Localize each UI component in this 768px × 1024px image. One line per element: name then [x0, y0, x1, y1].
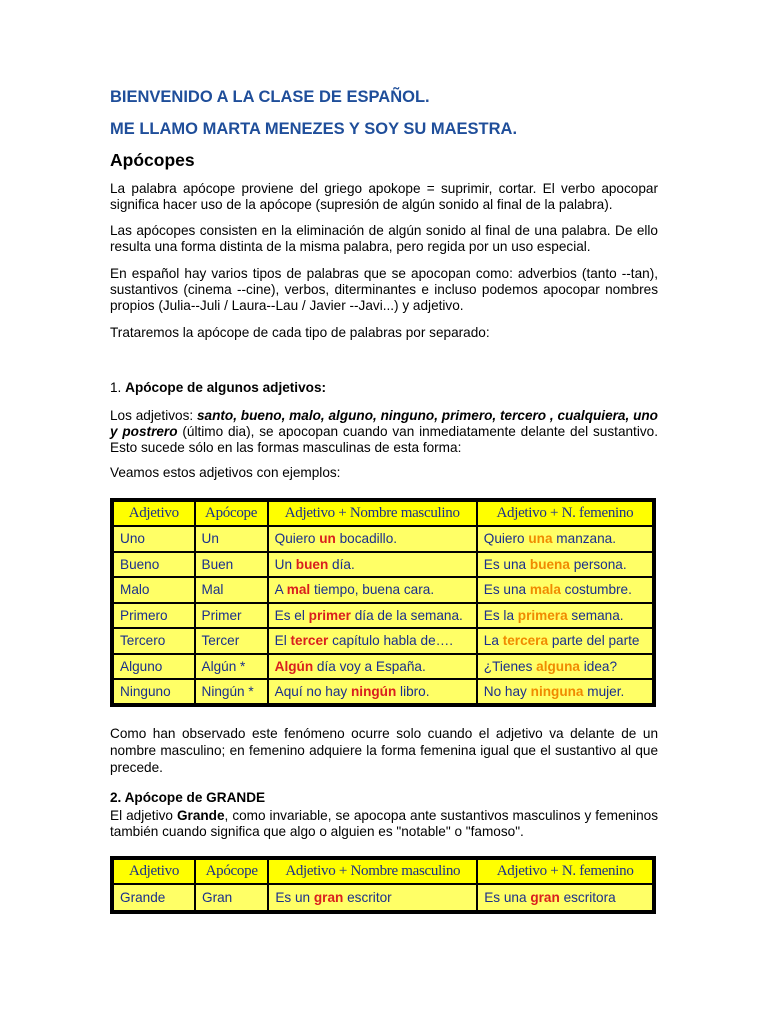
section2-title-text: 2. Apócope de GRANDE [110, 790, 266, 805]
cell-adjective [112, 654, 195, 680]
intro-after: (último dia), se apocopan cuando van inmediatamente delante del sustantivo. Esto sucede sólo en las formas masculinas de esta forma: [110, 424, 658, 455]
cell-masculine-example [268, 603, 477, 629]
example-prefix: Es una [484, 890, 531, 905]
cell-masculine-example [268, 526, 477, 552]
cell-adjective [112, 603, 195, 629]
feminine-highlight: primera [517, 607, 568, 623]
cell-feminine-example [477, 526, 654, 552]
feminine-highlight: tercera [502, 633, 549, 649]
adjective-list: santo, bueno, malo, alguno, ninguno, primero, tercero , cualquiera, uno y postrero [110, 408, 658, 439]
cell-apocope [195, 526, 268, 552]
paragraph-origin: La palabra apócope proviene del griego apokope = suprimir, cortar. El verbo apocopar significa hacer uso de la apócope (supresión de algún sonido al final de la palabra). [110, 181, 658, 212]
adjective-text: Tercero [120, 633, 166, 649]
cell-apocope [195, 654, 268, 680]
table-header-row [112, 858, 654, 884]
cell-masculine-example [268, 577, 477, 603]
section2-text [110, 808, 658, 840]
example-suffix: parte del parte [548, 633, 640, 649]
adjective-text: Malo [120, 582, 150, 598]
cell-masculine-example [268, 552, 477, 578]
masculine-highlight: tercer [290, 633, 329, 649]
example-suffix: escritora [559, 890, 616, 905]
example-suffix: persona. [569, 556, 627, 572]
adjective-text: Grande [120, 890, 166, 905]
example-suffix: tiempo, buena cara. [310, 582, 435, 598]
cell-adjective [112, 577, 195, 603]
apocope-text: Buen [201, 556, 234, 572]
masculine-highlight: un [319, 531, 336, 547]
column-header: Adjetivo [112, 500, 195, 526]
column-header: Adjetivo + N. femenino [477, 500, 654, 526]
apocope-text: Gran [202, 890, 233, 905]
feminine-highlight: gran [530, 890, 560, 905]
example-prefix: Es la [483, 607, 518, 623]
example-suffix: bocadillo. [335, 531, 398, 547]
cell-masculine-example [268, 628, 477, 654]
cell-adjective [112, 679, 195, 705]
table-header-row [112, 500, 654, 526]
table-row [112, 526, 654, 552]
example-suffix: día. [328, 556, 355, 572]
paragraph-definition: Las apócopes consisten en la eliminación de algún sonido al final de una palabra. De ello resulta una forma distinta de la misma palabra, pero regida por un uso especial. [110, 223, 658, 254]
column-header: Adjetivo + Nombre masculino [268, 858, 477, 884]
cell-feminine-example [477, 628, 654, 654]
example-suffix: semana. [567, 607, 624, 623]
adjective-text: Primero [120, 607, 168, 623]
example-suffix: manzana. [552, 531, 617, 547]
example-prefix: La [483, 633, 503, 649]
cell-apocope [195, 679, 268, 705]
section2-title [110, 790, 265, 805]
cell-apocope [195, 628, 268, 654]
example-prefix: Es el [274, 607, 309, 623]
example-prefix: El [274, 633, 291, 649]
example-suffix: escritor [343, 890, 392, 905]
table-row [112, 884, 654, 912]
examples-label: Veamos estos adjetivos con ejemplos: [110, 465, 341, 480]
feminine-highlight: una [528, 531, 553, 547]
section1-title-text: Apócope de algunos adjetivos: [125, 380, 327, 395]
apocope-text: Ningún * [201, 683, 254, 699]
cell-adjective [112, 552, 195, 578]
masculine-highlight: ningún [350, 683, 397, 699]
cell-adjective [112, 526, 195, 552]
section2-text-after: , como invariable, se apocopa ante sustantivos masculinos y femeninos también cuando significa que algo o alguien es "notable" o "famoso". [110, 808, 658, 839]
example-prefix: ¿Tienes [483, 658, 537, 674]
adjective-text: Alguno [120, 658, 163, 674]
table-row [112, 654, 654, 680]
column-header: Adjetivo [112, 858, 195, 884]
cell-masculine-example [268, 679, 477, 705]
example-prefix: A [274, 582, 287, 598]
example-prefix: Es una [483, 582, 530, 598]
section1-title [110, 380, 326, 395]
masculine-highlight: Algún [274, 658, 314, 674]
cell-adjective [112, 884, 195, 912]
example-prefix: Es una [483, 556, 530, 572]
section2-text-before: El adjetivo [110, 808, 177, 823]
example-suffix: capítulo habla de…. [328, 633, 454, 649]
adjective-apocope-table [110, 498, 656, 707]
cell-apocope [195, 884, 268, 912]
cell-feminine-example [477, 679, 654, 705]
masculine-highlight: mal [286, 582, 311, 598]
cell-feminine-example [477, 884, 654, 912]
feminine-highlight: ninguna [530, 683, 584, 699]
table-row [112, 628, 654, 654]
cell-feminine-example [477, 577, 654, 603]
apocope-text: Un [201, 531, 219, 547]
masculine-highlight: buen [295, 556, 329, 572]
table-row [112, 603, 654, 629]
feminine-highlight: mala [529, 582, 561, 598]
example-suffix: día de la semana. [350, 607, 463, 623]
cell-adjective [112, 628, 195, 654]
section2-text-bold: Grande [176, 808, 225, 823]
example-prefix: Un [274, 556, 296, 572]
table-row [112, 552, 654, 578]
example-suffix: costumbre. [560, 582, 632, 598]
cell-apocope [195, 603, 268, 629]
paragraph-observation: Como han observado este fenómeno ocurre solo cuando el adjetivo va delante de un nombre masculino; en femenino adquiere la forma femenina igual que el sustantivo al que precede. [110, 726, 658, 775]
cell-apocope [195, 552, 268, 578]
welcome-heading: BIENVENIDO A LA CLASE DE ESPAÑOL. [110, 88, 430, 106]
cell-feminine-example [477, 552, 654, 578]
grande-apocope-table [110, 856, 656, 914]
intro-before: Los adjetivos: [110, 408, 197, 423]
example-prefix: Quiero [483, 531, 529, 547]
cell-feminine-example [477, 654, 654, 680]
column-header: Apócope [195, 500, 268, 526]
example-prefix: Es un [275, 890, 314, 905]
example-suffix: libro. [396, 683, 430, 699]
cell-feminine-example [477, 603, 654, 629]
feminine-highlight: alguna [536, 658, 580, 674]
cell-masculine-example [268, 654, 477, 680]
column-header: Adjetivo + N. femenino [477, 858, 654, 884]
column-header: Adjetivo + Nombre masculino [268, 500, 477, 526]
example-prefix: Quiero [274, 531, 320, 547]
masculine-highlight: primer [308, 607, 351, 623]
apocope-text: Primer [201, 607, 242, 623]
paragraph-plan: Trataremos la apócope de cada tipo de palabras por separado: [110, 325, 490, 340]
adjective-text: Ninguno [120, 683, 171, 699]
apocope-text: Mal [201, 582, 224, 598]
section1-intro [110, 408, 658, 456]
adjective-text: Uno [120, 531, 145, 547]
table-row [112, 679, 654, 705]
example-suffix: idea? [579, 658, 618, 674]
adjective-text: Bueno [120, 556, 160, 572]
feminine-highlight: buena [529, 556, 570, 572]
example-prefix: Aquí no hay [274, 683, 351, 699]
column-header: Apócope [195, 858, 268, 884]
paragraph-types: En español hay varios tipos de palabras que se apocopan como: adverbios (tanto --tan), sustantivos (cinema --cine), verbos, diterminantes e incluso podemos apocopar nombres propios (Julia--Juli / Laura--Lau / Javier --Javi...) y adjetivo. [110, 266, 658, 313]
example-suffix: mujer. [583, 683, 625, 699]
masculine-highlight: gran [313, 890, 344, 905]
apocope-text: Algún * [201, 658, 246, 674]
section1-number: 1. [110, 380, 126, 395]
example-prefix: No hay [483, 683, 531, 699]
cell-masculine-example [268, 884, 477, 912]
table-row [112, 577, 654, 603]
teacher-heading: ME LLAMO MARTA MENEZES Y SOY SU MAESTRA. [110, 120, 518, 138]
apocope-text: Tercer [201, 633, 240, 649]
example-suffix: día voy a España. [313, 658, 426, 674]
cell-apocope [195, 577, 268, 603]
section-title: Apócopes [110, 150, 195, 170]
